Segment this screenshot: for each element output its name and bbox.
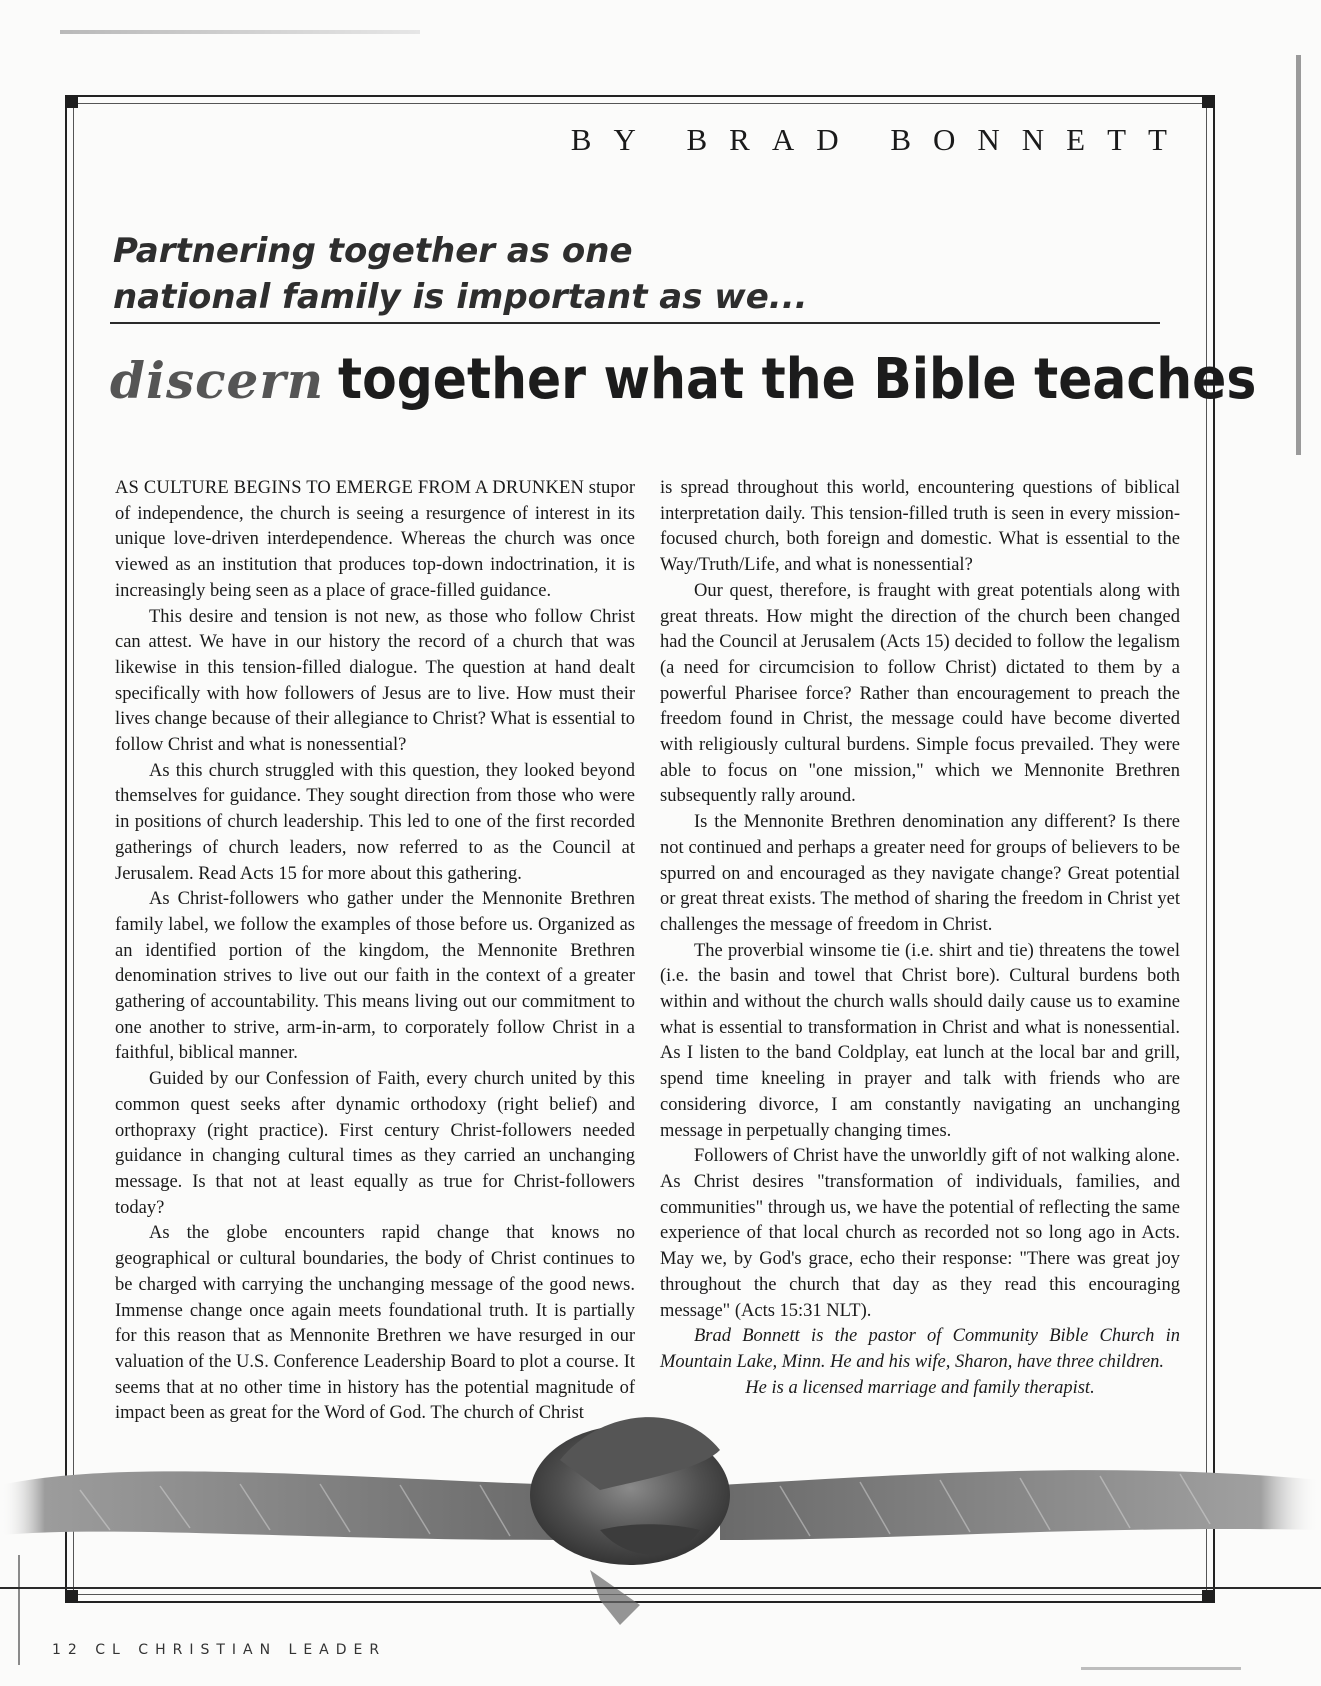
title-rule [110,322,1160,324]
article-paragraph: Is the Mennonite Brethren denomination any different? Is there not continued and perhaps a greater need for groups of believers to be spurred on and encouraged as they navigate change? Great potential or great threat exists. The method of sharing the freedom in Christ yet challenges the message of freedom in Christ. [660,812,1180,935]
article-paragraph: This desire and tension is not new, as those who follow Christ can attest. We have in our history the record of a church that was likewise in this tension-filled dialogue. The question at hand dealt specifically with how followers of Jesus are to live. How must their lives change because of their allegiance to Christ? What is essential to follow Christ and what is nonessential? [115,606,635,756]
article-paragraph: is spread throughout this world, encountering questions of biblical interpretation daily. This tension-filled truth is seen in every mission-focused church, both foreign and domestic. What is essential to the Way/Truth/Life, and what is nonessential? [660,478,1180,576]
frame-corner [1202,95,1215,108]
scan-artifact-bottom [1081,1667,1241,1670]
byline: BY BRAD BONNETT [570,122,1189,157]
author-bio: Brad Bonnett is the pastor of Community Bible Church in Mountain Lake, Minn. He and his wife, Sharon, have three children. [660,1326,1180,1372]
article-paragraph [115,476,635,605]
article-column-left [115,476,635,1427]
article-paragraph: As this church struggled with this question, they looked beyond themselves for guidance. They sought direction from those who were in positions of church leadership. This led to one of the first recorded gatherings of church leaders, now referred to as the Council at Jerusalem. Read Acts 15 for more about this gathering. [115,760,635,884]
kicker-line-2: national family is important as we... [113,277,808,317]
article-paragraph: Followers of Christ have the unworldly gift of not walking alone. As Christ desires "transformation of individuals, families, and communities" through us, we have the potential of reflecting the same experience of that local church as recorded not so long ago in Acts. May we, by God's grace, echo their response: "There was great joy throughout the church that day as they read this encouraging message" (Acts 15:31 NLT). [660,1146,1180,1321]
article-column-right [660,476,1180,1401]
article-paragraph: Our quest, therefore, is fraught with great potentials along with great threats. How might the direction of the church been changed had the Council at Jerusalem (Acts 15) decided to follow the legalism (a need for circumcision to follow Christ) dictated to them by a powerful Pharisee force? Rather than encouragement to preach the freedom found in Christ, the message could have become diverted with religiously cultural burdens. Simple focus prevailed. They were able to focus on "one mission," which we Mennonite Brethren subsequently rally around. [660,580,1180,807]
headline [110,340,1321,427]
scan-artifact-top [60,30,420,34]
knotted-rope-illustration [0,1390,1321,1640]
kicker [113,228,808,320]
article-paragraph: Guided by our Confession of Faith, every church united by this common quest seeks after dynamic orthodoxy (right belief) and orthopraxy (right practice). First century Christ-followers needed guidance in changing cultural times as they carried an unchanging message. Is that not at least equally as true for Christ-followers today? [115,1069,635,1218]
author-bio-last-line: He is a licensed marriage and family therapist. [745,1377,1095,1398]
frame-corner [65,95,78,108]
lead-in-caps: AS CULTURE BEGINS TO EMERGE FROM A DRUNKEN [115,478,585,498]
article-paragraph: The proverbial winsome tie (i.e. shirt and tie) threatens the towel (i.e. the basin and towel that Christ bore). Cultural burdens both within and without the church walls should daily cause us to examine what is essential to transformation in Christ and what is nonessential. As I listen to the band Coldplay, eat lunch at the local bar and grill, spend time kneeling in prayer and talk with friends who are considering divorce, I am constantly navigating an unchanging message in perpetually changing times. [660,940,1180,1141]
kicker-line-1: Partnering together as one [113,231,633,271]
headline-script-word: discern [110,351,325,410]
headline-main: together what the Bible teaches [338,347,1257,412]
article-paragraph: As Christ-followers who gather under the Mennonite Brethren family label, we follow the examples of those before us. Organized as an identified portion of the kingdom, the Mennonite Brethren denomination strives to live out our faith in the context of a greater gathering of accountability. This means living out our commitment to one another to strive, arm-in-arm, to corporately follow Christ in a faithful, biblical manner. [115,889,635,1064]
page-footer: 12 CL CHRISTIAN LEADER [52,1642,387,1658]
article-paragraph: As the globe encounters rapid change that knows no geographical or cultural boundaries, the body of Christ continues to be charged with carrying the unchanging message of the good news. Immense change once again meets foundational truth. It is partially for this reason that as Mennonite Brethren we have resurged in our valuation of the U.S. Conference Leadership Board to plot a course. It seems that at no other time in history has the potential magnitude of impact been as great for the Word of God. The church of Christ [115,1223,635,1424]
lead-in-rest: stupor of independence, the church is seeing a resurgence of interest in its unique love-driven interdependence. Whereas the church was once viewed as an institution that produces top-down indoctrination, it is increasingly being seen as a place of grace-filled guidance. [115,478,636,601]
